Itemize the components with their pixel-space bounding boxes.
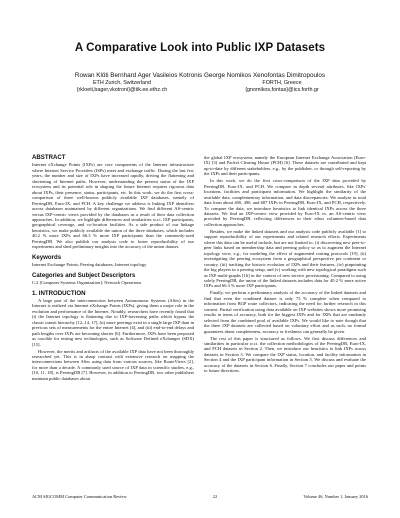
- keywords-text: Internet Exchange Points; Peering databases; Internet topology: [32, 262, 147, 268]
- right-column: [204, 155, 366, 375]
- introduction-heading: 1. INTRODUCTION: [32, 289, 86, 297]
- abstract-text: Internet eXchange Points (IXPs) are core components of the Internet infrastructure where Internet Service Providers (ISPs) meet and exchange traffic. During the last few years, the number and size of IXPs have increased rapidly, driving the flattening and shortening of Internet paths. However, understanding the present status of the IXP ecosystem and its potential role in shaping the future Internet requires rigorous data about IXPs, their presence, status, participants, etc. In this work, we do the first cross-comparison of three well-known publicly available IXP databases, namely of PeeringDB, Euro-IX, and PCH. A key challenge we address is linking IXP identifiers across databases maintained by different organizations. We find different AS-centric versus IXP-centric views provided by the databases as a result of their data collection approaches. In addition, we highlight differences and similarities w.r.t. IXP participants, geographical coverage, and co-location facilities. As a side product of our linkage heuristics, we make publicly available the union of the three databases, which includes 40.2 % more IXPs and 66.3 % more IXP participants than the commonly-used PeeringDB. We also publish our analysis code to foster reproducibility of our experiments and shed preliminary insights into the accuracy of the union dataset.: [32, 162, 194, 250]
- abstract-heading: ABSTRACT: [32, 154, 66, 161]
- affiliation-org: FORTH, Greece: [262, 80, 302, 86]
- body-paragraph: In this work, we do the first cross-comparison of the IXP data provided by PeeringDB, Euro-IX, and PCH. We compare in depth several attributes, like IXPs' locations, facilities and participant information. We highlight the similarity of the available data, complementary information, and data discrepancies. We analyze in total data from about 400, 490, and 687 IXPs in PeeringDB, Euro-IX, and PCH, respectively. To compare the data, we introduce heuristics to link identical IXPs across the three datasets. We find an IXP-centric view provided by Euro-IX vs. an AS-centric view provided by PeeringDB, reflecting differences in their ethos volunteer-based data collection approaches.: [204, 178, 366, 227]
- page-footer: [32, 494, 368, 499]
- affiliation-email: {gnomikos,fontas}@ics.forth.gr: [245, 86, 319, 93]
- footer-journal: ACM SIGCOMM Computer Communication Review: [32, 494, 127, 499]
- keywords-heading: Keywords: [32, 253, 62, 261]
- categories-heading: Categories and Subject Descriptors: [32, 271, 136, 279]
- left-column: [32, 155, 194, 383]
- categories-text: C.2 [Computer Systems Organization]: Network Operations: [32, 280, 142, 286]
- body-paragraph: the global IXP ecosystem, namely the European Internet Exchange Association (Euro-IX) [3] and Packet Clearing House (PCH) [6]. These datasets are contributed and kept up-to-date by different stakeholders, e.g., by the publisher, or through self-reporting by the IXPs and their participants.: [204, 155, 366, 177]
- paper-title: A Comparative Look into Public IXP Datasets: [74, 42, 326, 54]
- body-paragraph: Besides, we make the linked datasets and our analysis code publicly available [1] to support reproducibility of our experiments and related research efforts. Experiments where this data can be useful include, but are not limited to, (i) discovering new peer-to-peer links based on membership data and peering policy so as to augment the Internet topology view, e.g., for modeling the effect of augmented routing protocols [19], (ii) investigating the peering ecosystem from a geographical perspective per continent or country, (iii) tracking the historic evolution of IXPs and their features, (iv) pinpointing the big players in a peering setup, and (v) working with new topological paradigms such as IXP multi-graphs [16] in the context of new service provisioning. Compared to using solely PeeringDB, the union of the linked datasets includes data for 40.2 % more active IXPs and 66.3 % more IXP participants.: [204, 228, 366, 289]
- introduction-paragraph: A large part of the interconnection between Autonomous Systems (ASes) in the Internet is realized via Internet eXchange Points (IXPs), giving them a major role in the evolution and performance of the Internet. Notably, researchers have recently found that (i) the Internet topology is flattening due to IXP-traversing paths which bypass the classic transit hierarchy [12–14, 17], (ii) more peerings exist in a single large IXP than in previous sets of measurements for the entire Internet [4], and (iii) end-to-end delays and path lengths over IXPs are becoming shorter [6]. Furthermore, IXPs have been proposed as crucible for testing new technologies, such as Software Defined eXchanges (SDX) [15].: [32, 297, 194, 347]
- footer-page-number: 22: [212, 494, 218, 499]
- affiliation-forth: [222, 80, 342, 93]
- footer-volume: Volume 46, Number 1, January 2016: [303, 494, 368, 499]
- introduction-paragraph: However, the merits and artifacts of the available IXP data have not been thoroughly researched yet. This is in sharp contrast with extensive research on mapping the interconnections between ASes using data from various sources, like RouteViews [2], for more than a decade. A commonly used source of IXP data in scientific studies, e.g., [10, 11, 18], is PeeringDB [7]. However, in addition to PeeringDB, two other publishers maintain public databases about: [32, 348, 194, 381]
- affiliation-eth: [62, 80, 182, 93]
- author-block: [0, 72, 400, 79]
- author-names: Rowan Klöti Bernhard Ager Vasileios Kotronis George Nomikos Xenofontas Dimitropoulos: [74, 72, 326, 79]
- affiliation-email: {rkloeti,bager,vkotroni}@tik.ee.ethz.ch: [76, 86, 168, 93]
- body-paragraph: The rest of this paper is structured as follows. We first discuss differences and similarities in particular w.r.t. the collection methodologies of the PeeringDB, Euro-IX, and PCH datasets in Section 2. Then, we introduce our heuristics to link IXPs across datasets in Section 3. We compare the IXP status, location, and facility information in Section 4 and the IXP participant information in Section 5. We discuss and evaluate the accuracy of the datasets in Section 6. Finally, Section 7 concludes our paper and points to future directions.: [204, 335, 366, 374]
- body-paragraph: Finally, we perform a preliminary analysis of the accuracy of the linked datasets and find that even the combined dataset is only 75 % complete when compared to information from BGP route collectors, indicating the need for further research in this context. Partial verification using data available on IXP websites shows more promising results in terms of accuracy, both for the biggest IXPs and for IXPs that are randomly selected from the combined pool of available IXPs. We would like to note though that the three IXP datasets are collected based on voluntary effort and as such, no formal guarantees about completeness, accuracy or freshness can generally be given.: [204, 290, 366, 334]
- affiliation-org: ETH Zurich, Switzerland: [92, 80, 152, 86]
